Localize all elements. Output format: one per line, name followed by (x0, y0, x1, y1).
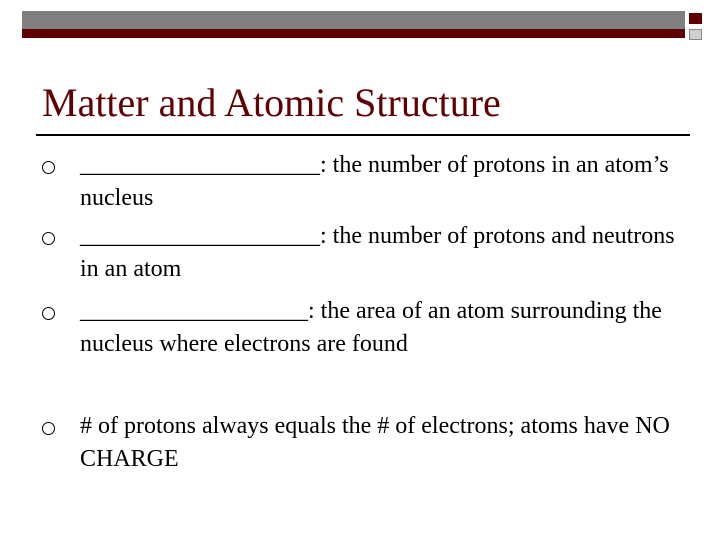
bullet-text: ____________________: the number of protons and neutrons in an atom (80, 223, 675, 282)
top-banner (22, 11, 685, 38)
bullet-text: ___________________: the area of an atom surrounding the nucleus where electrons are found (80, 298, 662, 357)
hollow-circle-bullet-icon (42, 232, 55, 245)
bullet-text: ____________________: the number of protons in an atom’s nucleus (80, 152, 669, 211)
hollow-circle-bullet-icon (42, 307, 55, 320)
corner-square-dark (689, 13, 702, 24)
slide-title: Matter and Atomic Structure (42, 80, 501, 125)
hollow-circle-bullet-icon (42, 422, 55, 435)
title-divider (36, 134, 690, 136)
top-banner-stripe (22, 29, 685, 38)
hollow-circle-bullet-icon (42, 161, 55, 174)
bullet-text: # of protons always equals the # of electrons; atoms have NO CHARGE (80, 413, 670, 472)
corner-square-light (689, 29, 702, 40)
